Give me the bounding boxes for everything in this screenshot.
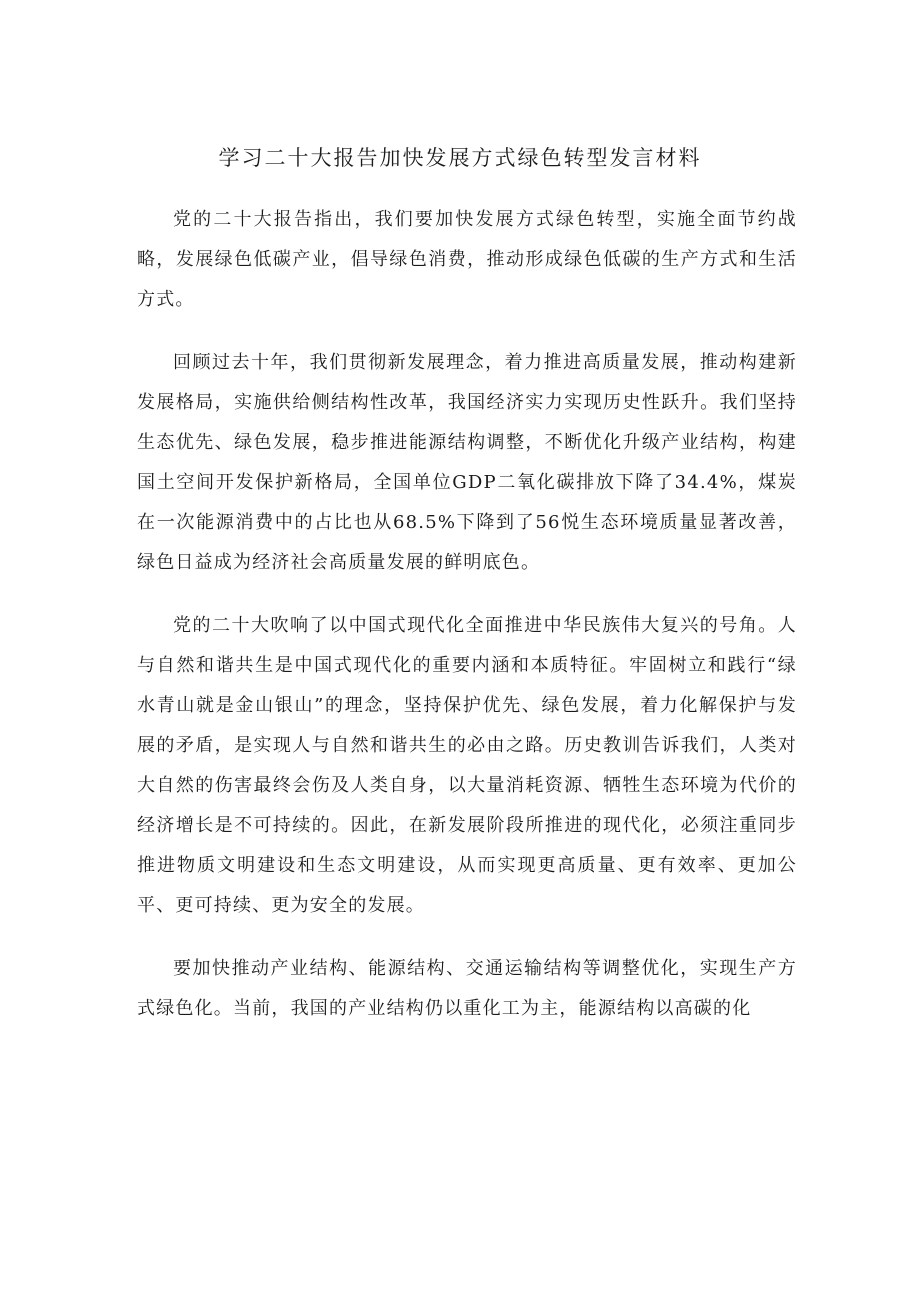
paragraph: 党的二十大吹响了以中国式现代化全面推进中华民族伟大复兴的号角。人与自然和谐共生是中国式现代化的重要内涵和本质特征。牢固树立和践行“绿水青山就是金山银山”的理念，坚持保护优先、绿色发展，着力化解保护与发展的矛盾，是实现人与自然和谐共生的必由之路。历史教训告诉我们，人类对大自然的伤害最终会伤及人类自身，以大量消耗资源、牺牲生态环境为代价的经济增长是不可持续的。因此，在新发展阶段所推进的现代化，必须注重同步推进物质文明建设和生态文明建设，从而实现更高质量、更有效率、更加公平、更可持续、更为安全的发展。 (137, 615, 797, 916)
paragraph: 回顾过去十年，我们贯彻新发展理念，着力推进高质量发展，推动构建新发展格局，实施供给侧结构性改革，我国经济实力实现历史性跃升。我们坚持生态优先、绿色发展，稳步推进能源结构调整，不断优化升级产业结构，构建国土空间开发保护新格局，全国单位GDP二氧化碳排放下降了34.4%，煤炭在一次能源消费中的占比也从68.5%下降到了56悦生态环境质量显著改善，绿色日益成为经济社会高质量发展的鲜明底色。 (137, 352, 797, 573)
paragraph: 党的二十大报告指出，我们要加快发展方式绿色转型，实施全面节约战略，发展绿色低碳产业，倡导绿色消费，推动形成绿色低碳的生产方式和生活方式。 (137, 209, 797, 310)
paragraph: 要加快推动产业结构、能源结构、交通运输结构等调整优化，实现生产方式绿色化。当前，我国的产业结构仍以重化工为主，能源结构以高碳的化 (137, 958, 797, 1019)
document-body (137, 200, 797, 1052)
document-title: 学习二十大报告加快发展方式绿色转型发言材料 (218, 146, 702, 170)
